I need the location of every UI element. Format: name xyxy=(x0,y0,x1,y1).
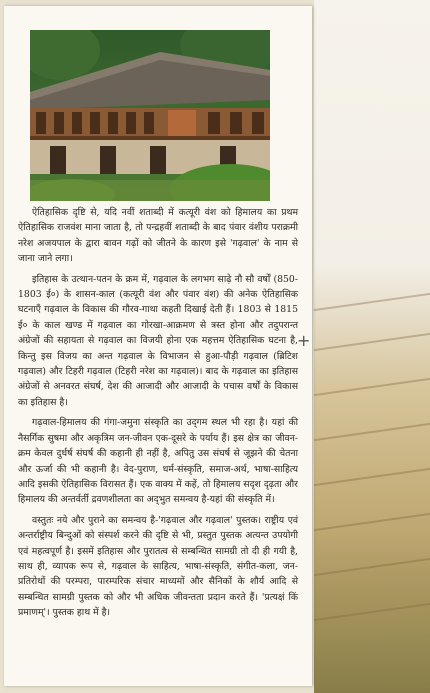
paragraph-3: गढ़वाल-हिमालय की गंगा-जमुना संस्कृति का उद्‌गम स्थल भी रहा है। यहां की नैसर्गिक सुषमा और अकृत्रिम जन-जीवन एक-दूसरे के पर्याय हैं। इस क्षेत्र का जीवन-क्रम केवल दुर्धर्ष संघर्ष की कहानी ही नहीं है, अपितु उस संघर्ष से जूझने की चेतना और ऊर्जा की भी कहानी है। वेद-पुराण, धर्म-संस्कृति, समाज-अर्थ, भाषा-साहित्य आदि इसकी ऐतिहासिक विरासत हैं। एक वाक्य में कहें, तो हिमालय सदृश दृढ़ता और हिमालय की अन्तर्वर्ती द्रवणशीलता का अद्‌भुत समन्वय है-यहां की संस्कृति में। xyxy=(18,417,298,506)
paragraph-1: ऐतिहासिक दृष्टि से, यदि नवीं शताब्दी में कत्यूरी वंश को हिमालय का प्रथम ऐतिहासिक राजवंश माना जाता है, तो पन्द्रहवीं शताब्दी के बाद पंवार वंशीय पराक्रमी नरेश अजयपाल के द्वारा बावन गढ़ों को जीतने के कारण इसे 'गढ़वाल' के नाम से जाना जाने लगा। xyxy=(18,207,298,265)
paragraph-4: वस्तुतः नये और पुराने का समन्वय है-'गढ़वाल और गढ़वाल' पुस्तक। राष्ट्रीय एवं अन्तर्राष्ट्रीय बिन्दुओं को संस्पर्श करने की दृष्टि से भी, प्रस्तुत पुस्तक अत्यन्त उपयोगी एवं महत्वपूर्ण है। इसमें इतिहास और पुरातत्व से सम्बन्धित सामग्री तो दी ही गयी है, साथ ही, व्यापक रूप से, गढ़वाल के साहित्य, भाषा-संस्कृति, संगीत-कला, जन-प्रतिरोधों की परम्परा, पारम्परिक संचार माध्यमों और सैनिकों के शौर्य आदि से सम्बन्धित सामग्री पुस्तक को और भी अधिक जीवन्तता प्रदान करते हैं। 'प्रत्यक्षं किं प्रमाणम्'। पुस्तक हाथ में है। xyxy=(18,514,298,619)
right-side-landscape-panel xyxy=(314,0,430,693)
crosshair-icon: + xyxy=(297,331,311,350)
field-greenery xyxy=(314,533,430,693)
body-text xyxy=(18,205,298,626)
terrace-line xyxy=(314,373,430,399)
paragraph-2: इतिहास के उत्थान-पतन के क्रम में, गढ़वाल के लगभग साढ़े नौ सौ वर्षों (850-1803 ई०) के शासन-काल (कत्यूरी वंश और पंवार वंश) की अनेक ऐतिहासिक घटनाएँ गढ़वाल के विकास की गौरव-गाथा कहती दिखाई देती हैं। 1803 से 1815 ई० के काल खण्ड में गढ़वाल का गोरखा-आक्रमण से त्रस्त होना और तदुपरान्त अंग्रेजों की सहायता से गढ़वाल का विजयी होना एक महत्तम ऐतिहासिक घटना है, किन्तु इस विजय का अन्त गढ़वाल के विभाजन से हुआ-पौड़ी गढ़वाल (ब्रिटिश गढ़वाल) और टिहरी गढ़वाल (टिहरी नरेश का गढ़वाल)। बाद के गढ़वाल का इतिहास अंग्रेजों से अनवरत संघर्ष, देश की आजादी और आजादी के पचास वर्षों के विकास का इतिहास है। xyxy=(18,273,298,408)
photo-image xyxy=(30,30,270,201)
terrace-line xyxy=(314,463,430,489)
terrace-line xyxy=(314,288,430,314)
house-photo xyxy=(30,30,270,201)
terrace-line xyxy=(314,418,430,444)
terrace-line xyxy=(314,508,430,534)
terrace-line xyxy=(314,328,430,354)
